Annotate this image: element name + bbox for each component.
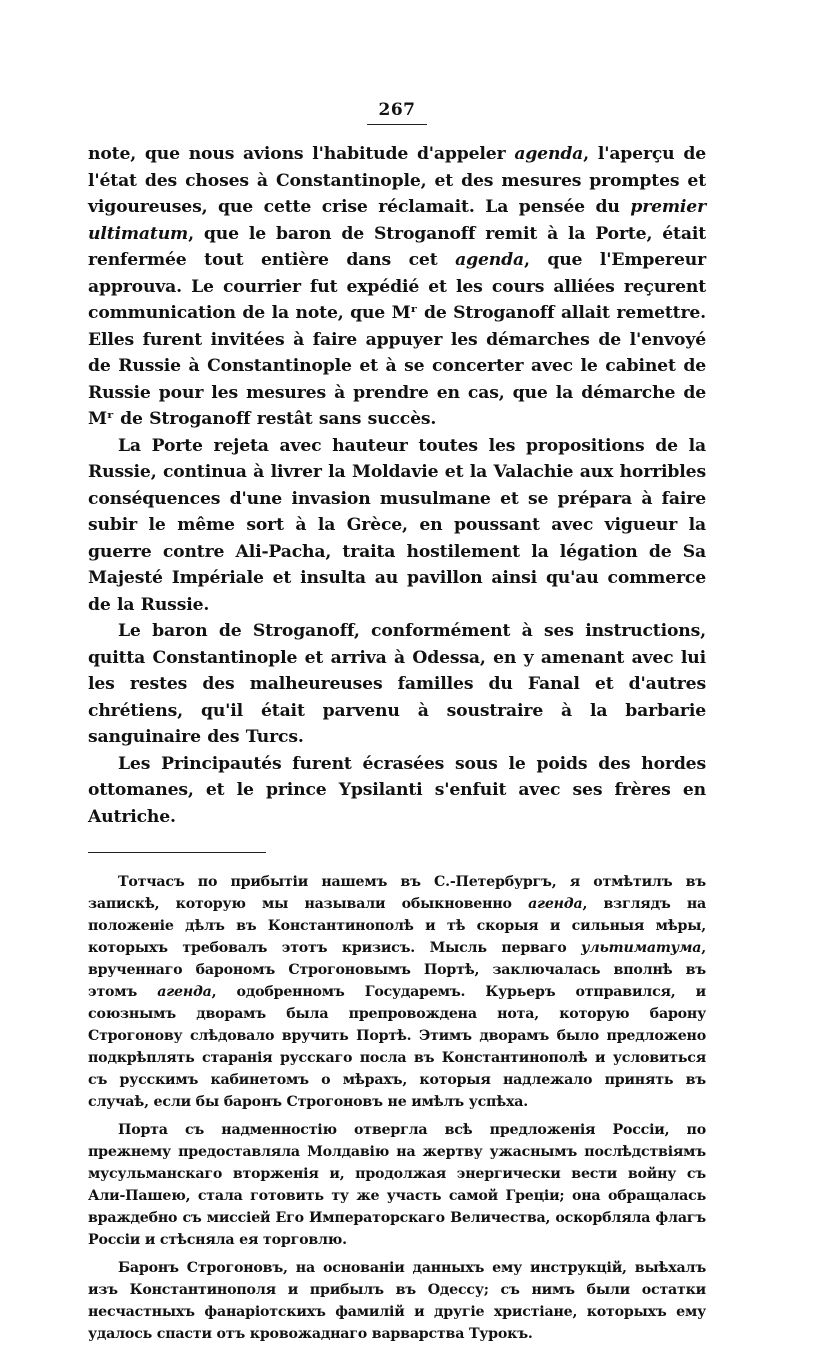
main-text [88, 141, 706, 830]
footnote-paragraph-1: Тотчасъ по прибытіи нашемъ въ С.-Петербургъ, я отмѣтилъ въ запискѣ, которую мы называли обыкновенно агенда, взглядъ на положеніе дѣлъ въ Константинополѣ и тѣ скорыя и сильныя мѣры, которыхъ требовалъ этотъ кризисъ. Мысль перваго ультиматума, врученнаго барономъ Строгоновымъ Портѣ, заключалась вполнѣ въ этомъ агенда, одобренномъ Государемъ. Курьеръ отправился, и союзнымъ дворамъ была препровождена нота, которую барону Строгонову слѣдовало вручить Портѣ. Этимъ дворамъ было предложено подкрѣплять старанія русскаго посла въ Константинополѣ и условиться съ русскимъ кабинетомъ о мѣрахъ, которыя надлежало принять въ случаѣ, если бы баронъ Строгоновъ не имѣлъ успѣха. [88, 874, 707, 1110]
footnote-paragraph-2: Порта съ надменностію отвергла всѣ предложенія Россіи, по прежнему предоставляла Молдавію на жертву ужаснымъ послѣдствіямъ мусульманскаго вторженія и, продолжая энергически вести войну съ Али-Пашею, стала готовить ту же участь самой Греціи; она обращалась враждебно съ миссіей Его Императорскаго Величества, оскорбляла флагъ Россіи и стѣсняла ея торговлю. [88, 1122, 706, 1248]
main-paragraph-4: Les Principautés furent écrasées sous le poids des hordes ottomanes, et le prince Ypsilanti s'enfuit avec ses frères en Autriche. [88, 753, 706, 827]
main-paragraph-2: La Porte rejeta avec hauteur toutes les propositions de la Russie, continua à livrer la Moldavie et la Valachie aux horribles conséquences d'une invasion musulmane et se prépara à faire subir le même sort à la Grèce, en poussant avec vigueur la guerre contre Ali-Pacha, traita hostilement la légation de Sa Majesté Impériale et insulta au pavillon ainsi qu'au commerce de la Russie. [88, 435, 706, 615]
book-page [88, 100, 706, 1351]
footnote-separator [88, 852, 266, 853]
main-paragraph-3: Le baron de Stroganoff, conformément à ses instructions, quitta Constantinople et arriva à Odessa, en y amenant avec lui les restes des malheureuses familles du Fanal et d'autres chrétiens, qu'il était parvenu à soustraire à la barbarie sanguinaire des Turcs. [88, 621, 706, 747]
page-number: 267 [367, 100, 427, 125]
footnotes [88, 871, 706, 1345]
footnote-paragraph-3: Баронъ Строгоновъ, на основаніи данныхъ ему инструкцій, выѣхалъ изъ Константинополя и прибылъ въ Одессу; съ нимъ были остатки несчастныхъ фанаріотскихъ фамилій и другіе христіане, которыхъ ему удалось спасти отъ кровожаднаго варварства Турокъ. [88, 1260, 706, 1342]
main-paragraph-1: note, que nous avions l'habitude d'appeler agenda, l'aperçu de l'état des choses à Constantinople, et des mesures promptes et vigoureuses, que cette crise réclamait. La pensée du premier ultimatum, que le baron de Stroganoff remit à la Porte, était renfermée tout entière dans cet agenda, que l'Empereur approuva. Le courrier fut expédié et les cours alliées reçurent communication de la note, que Mʳ de Stroganoff allait remettre. Elles furent invitées à faire appuyer les démarches de l'envoyé de Russie à Constantinople et à se concerter avec le cabinet de Russie pour les mesures à prendre en cas, que la démarche de Mʳ de Stroganoff restât sans succès. [88, 144, 706, 429]
